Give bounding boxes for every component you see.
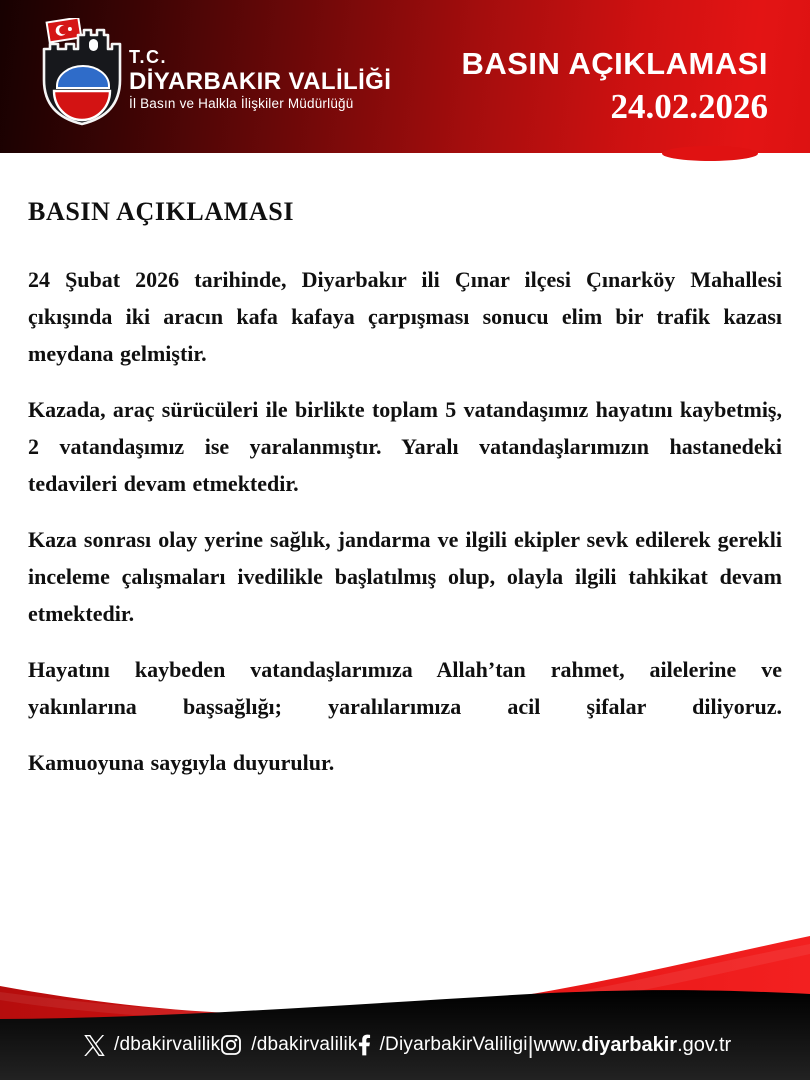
instagram-icon bbox=[220, 1034, 242, 1056]
facebook-handle: /DiyarbakirValiligi bbox=[379, 1034, 528, 1055]
header-red-curve-accent bbox=[662, 146, 758, 161]
press-release-body bbox=[0, 153, 810, 781]
footer-separator: | bbox=[527, 1031, 534, 1058]
banner-block bbox=[461, 46, 768, 127]
x-handle: /dbakirvalilik bbox=[114, 1034, 221, 1055]
x-icon bbox=[84, 1035, 105, 1056]
instagram-social-link[interactable] bbox=[220, 1034, 357, 1056]
banner-title: BASIN AÇIKLAMASI bbox=[461, 46, 768, 81]
press-paragraph-4: Hayatını kaybeden vatandaşlarımıza Allah’tan rahmet, ailelerine ve yakınlarına başsağlığı; yaralılarımıza acil şifalar diliyoruz. bbox=[28, 657, 782, 719]
castle-emblem-icon bbox=[33, 18, 127, 132]
website-link[interactable] bbox=[534, 1034, 732, 1057]
org-subtitle: İl Basın ve Halkla İlişkiler Müdürlüğü bbox=[129, 96, 354, 112]
x-social-link[interactable] bbox=[84, 1034, 220, 1056]
footer bbox=[0, 930, 810, 1080]
website-suffix: .gov.tr bbox=[677, 1033, 732, 1056]
facebook-social-link[interactable] bbox=[358, 1034, 528, 1056]
instagram-handle: /dbakirvalilik bbox=[251, 1034, 358, 1055]
press-paragraph-3: Kaza sonrası olay yerine sağlık, jandarma ve ilgili ekipler sevk edilerek gerekli inceleme çalışmaları ivedilikle başlatılmış olup, olayla ilgili tahkikat devam etmektedir. bbox=[28, 527, 782, 626]
website-domain: diyarbakir bbox=[581, 1033, 678, 1056]
document-title: BASIN AÇIKLAMASI bbox=[28, 197, 295, 226]
press-paragraph-1: 24 Şubat 2026 tarihinde, Diyarbakır ili Çınar ilçesi Çınarköy Mahallesi çıkışında iki aracın kafa kafaya çarpışması sonucu elim bir trafik kazası meydana gelmiştir. bbox=[28, 267, 782, 366]
header-banner bbox=[0, 0, 810, 153]
facebook-icon bbox=[358, 1034, 371, 1056]
org-title: DİYARBAKIR VALİLİĞİ bbox=[129, 67, 392, 95]
social-links-bar bbox=[0, 1021, 810, 1069]
press-paragraph-2: Kazada, araç sürücüleri ile birlikte toplam 5 vatandaşımız hayatını kaybetmiş, 2 vatandaşımız ise yaralanmıştır. Yaralı vatandaşlarımızın hastanedeki tedavileri devam etmektedir. bbox=[28, 397, 782, 496]
governorship-emblem-logo bbox=[33, 18, 127, 132]
press-paragraph-5: Kamuoyuna saygıyla duyurulur. bbox=[28, 750, 335, 775]
organization-titles bbox=[129, 48, 391, 111]
banner-date: 24.02.2026 bbox=[610, 87, 768, 126]
website-prefix: www. bbox=[533, 1033, 582, 1056]
org-tc: T.C. bbox=[129, 47, 168, 67]
